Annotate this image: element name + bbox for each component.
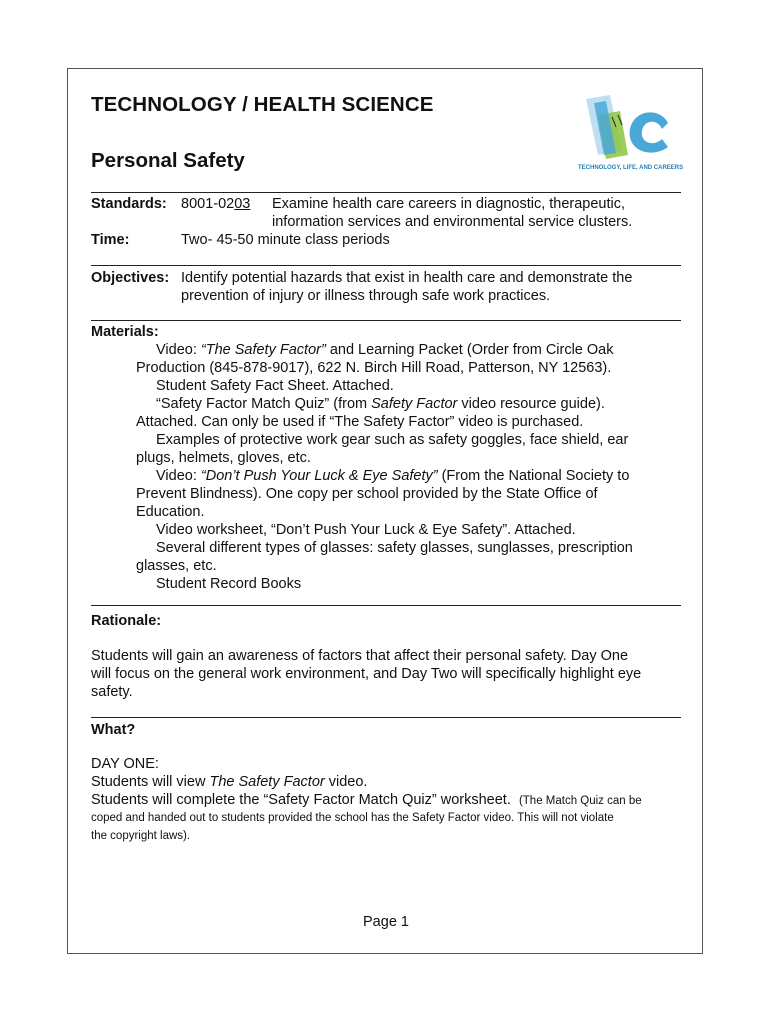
objectives-line-2: prevention of injury or illness through safe work practices. xyxy=(181,288,551,304)
standards-desc-1: Examine health care careers in diagnostic, therapeutic, xyxy=(272,196,626,212)
logo-text: TECHNOLOGY, LIFE, AND CAREERS xyxy=(578,165,684,171)
what-item: Students will view The Safety Factor video. xyxy=(91,774,368,790)
material-item-cont: Attached. Can only be used if “The Safety Factor” video is purchased. xyxy=(136,414,584,430)
page-subtitle: Personal Safety xyxy=(91,149,245,172)
rationale-line-3: safety. xyxy=(91,684,133,700)
what-note: the copyright laws). xyxy=(91,830,191,842)
document-page xyxy=(67,68,703,954)
divider xyxy=(91,717,681,718)
time-value: Two- 45-50 minute class periods xyxy=(181,232,390,248)
material-item: Several different types of glasses: safety glasses, sunglasses, prescription xyxy=(156,540,633,556)
rationale-label: Rationale: xyxy=(91,613,162,629)
objectives-line-1: Identify potential hazards that exist in health care and demonstrate the xyxy=(181,270,633,286)
material-item: Video worksheet, “Don’t Push Your Luck & Eye Safety”. Attached. xyxy=(156,522,576,538)
material-item: Video: “The Safety Factor” and Learning Packet (Order from Circle Oak xyxy=(156,342,614,358)
divider xyxy=(91,192,681,193)
material-item: Student Record Books xyxy=(156,576,302,592)
standards-desc-2: information services and environmental service clusters. xyxy=(272,214,633,230)
material-item: Student Safety Fact Sheet. Attached. xyxy=(156,378,394,394)
rationale-line-1: Students will gain an awareness of factors that affect their personal safety. Day One xyxy=(91,648,629,664)
page-number: Page 1 xyxy=(363,914,409,930)
divider xyxy=(91,320,681,321)
material-item: Video: “Don’t Push Your Luck & Eye Safety” (From the National Society to xyxy=(156,468,630,484)
material-item-cont: plugs, helmets, gloves, etc. xyxy=(136,450,311,466)
what-item: Students will complete the “Safety Factor Match Quiz” worksheet. (The Match Quiz can be xyxy=(91,792,642,808)
what-note: coped and handed out to students provided the school has the Safety Factor video. This will not violate xyxy=(91,812,614,824)
time-label: Time: xyxy=(91,232,130,248)
materials-label: Materials: xyxy=(91,324,159,340)
tlc-logo xyxy=(576,93,686,175)
material-item-cont: Production (845-878-9017), 622 N. Birch Hill Road, Patterson, NY 12563). xyxy=(136,360,612,376)
material-item-cont: glasses, etc. xyxy=(136,558,217,574)
page-title: TECHNOLOGY / HEALTH SCIENCE xyxy=(91,93,434,116)
material-item-cont: Prevent Blindness). One copy per school provided by the State Office of xyxy=(136,486,598,502)
material-item: Examples of protective work gear such as safety goggles, face shield, ear xyxy=(156,432,629,448)
what-label: What? xyxy=(91,722,136,738)
material-item: “Safety Factor Match Quiz” (from Safety Factor video resource guide). xyxy=(156,396,605,412)
day-one-heading: DAY ONE: xyxy=(91,756,159,772)
divider xyxy=(91,265,681,266)
standards-label: Standards: xyxy=(91,196,167,212)
material-item-cont: Education. xyxy=(136,504,205,520)
standards-code: 8001-0203 xyxy=(181,196,251,212)
divider xyxy=(91,605,681,606)
objectives-label: Objectives: xyxy=(91,270,170,286)
rationale-line-2: will focus on the general work environment, and Day Two will specifically highlight eye xyxy=(91,666,642,682)
